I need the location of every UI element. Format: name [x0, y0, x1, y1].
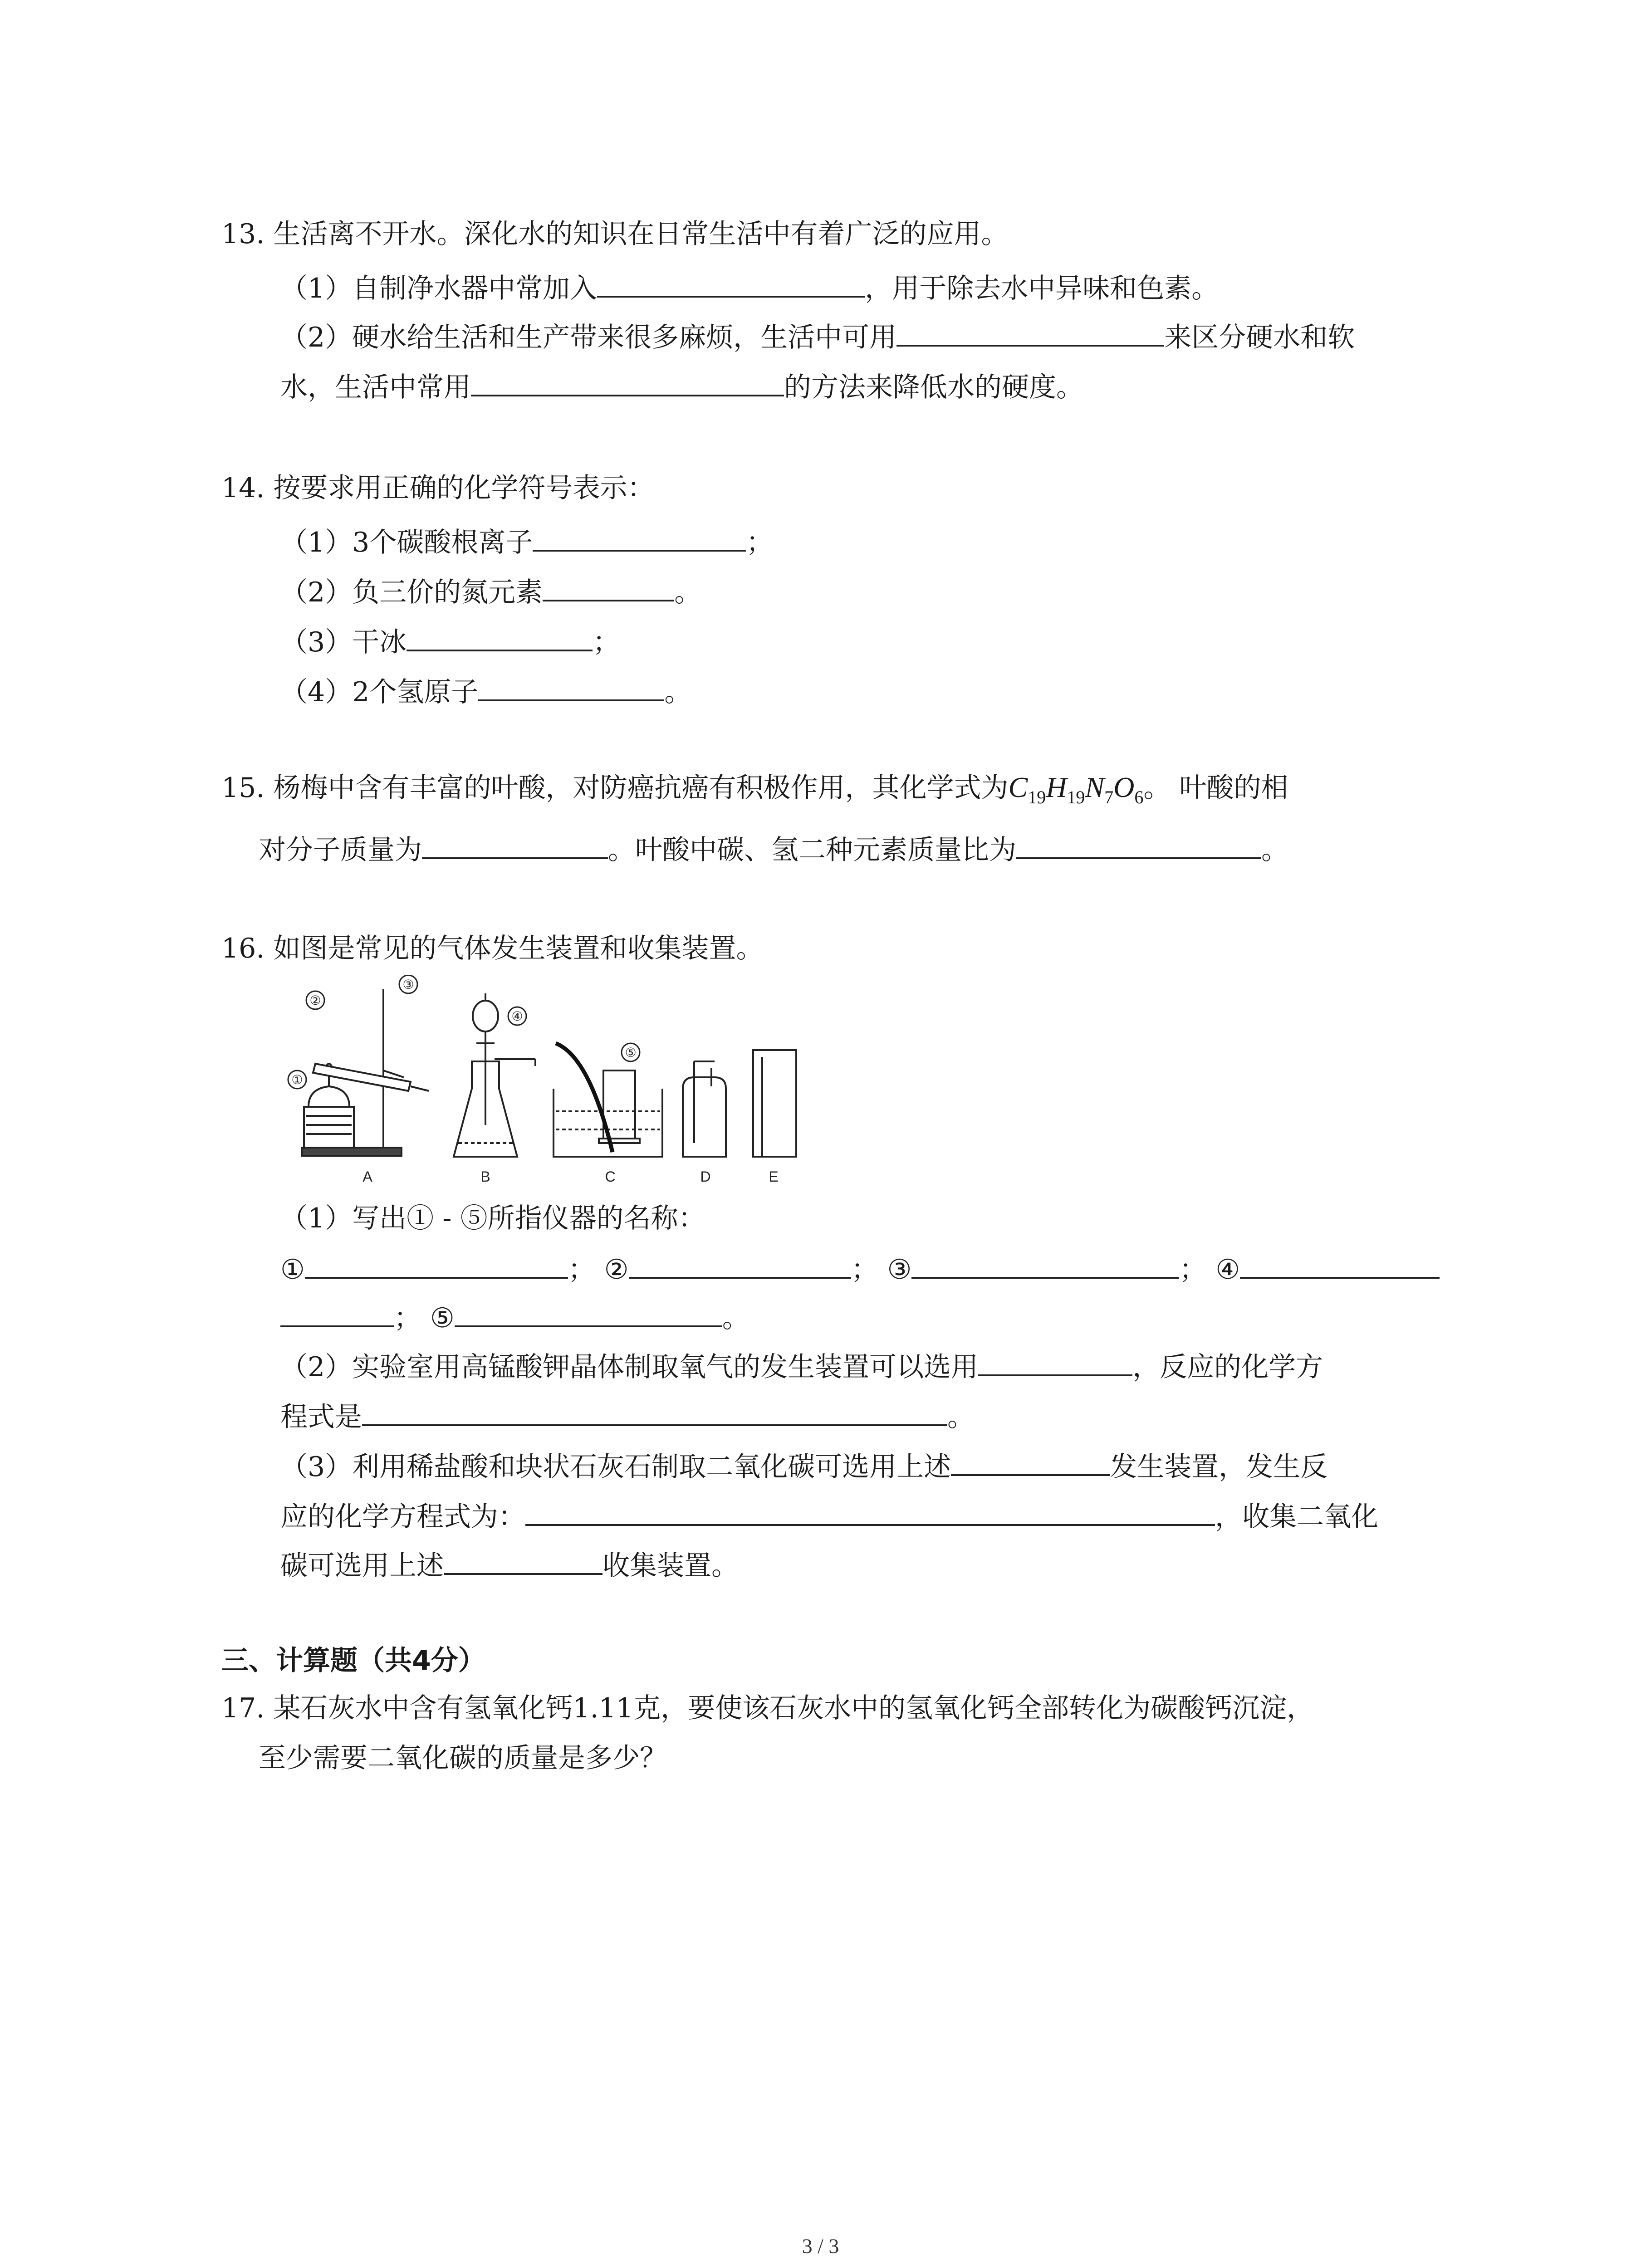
figure-marker-1: ① [291, 1073, 303, 1087]
apparatus-a [302, 989, 429, 1156]
q15-stem: 15. 杨梅中含有丰富的叶酸，对防癌抗癌有积极作用，其化学式为$C_{19}H_{19}N_7O_6$。 叶酸的相 [221, 771, 1288, 814]
q14-part3: （3）干冰 ； [280, 622, 620, 659]
q14-blank-1[interactable] [533, 523, 746, 552]
q15-blank-2[interactable] [1016, 830, 1261, 859]
q13-blank-3[interactable] [471, 367, 784, 396]
q13-part2-cont: 水，生活中常用 的方法来降低水的硬度。 [280, 367, 1083, 404]
q16-part2-cont: 程式是 。 [280, 1397, 975, 1433]
q13-blank-2[interactable] [896, 318, 1164, 347]
page-number: 3 / 3 [802, 2234, 839, 2258]
figure-marker-4: ④ [511, 1009, 523, 1023]
apparatus-e [753, 1050, 796, 1157]
q16-blank-2[interactable] [629, 1250, 851, 1279]
q16-blank-8[interactable] [951, 1447, 1110, 1476]
q16-part2: （2）实验室用高锰酸钾晶体制取氧气的发生装置可以选用 ，反应的化学方 [280, 1347, 1323, 1383]
q14-stem: 14. 按要求用正确的化学符号表示： [221, 472, 655, 504]
q16-part1: （1）写出① - ⑤所指仪器的名称： [280, 1202, 705, 1234]
q14-part4: （4）2个氢原子 。 [280, 672, 691, 709]
q16-part1-blanks-cont: ； ⑤ 。 [280, 1298, 749, 1334]
q14-blank-3[interactable] [407, 622, 593, 651]
q13-part2: （2）硬水给生活和生产带来很多麻烦，生活中可用 来区分硬水和软 [280, 318, 1355, 354]
apparatus-c [554, 1043, 662, 1157]
folic-acid-formula: $C_{19}H_{19}N_7O_6$ [1008, 771, 1144, 807]
q17-line1: 17. 某石灰水中含有氢氧化钙1.11克，要使该石灰水中的氢氧化钙全部转化为碳酸钙沉淀， [221, 1692, 1314, 1724]
q16-blank-5[interactable] [455, 1298, 722, 1327]
q15-line2: 对分子质量为 。叶酸中碳、氢二种元素质量比为 。 [259, 830, 1288, 866]
q14-part1: （1）3个碳酸根离子 ； [280, 523, 773, 559]
section-3-title: 三、计算题（共4分） [221, 1645, 485, 1677]
q16-blank-10[interactable] [444, 1546, 603, 1575]
q16-blank-4-cont[interactable] [280, 1298, 394, 1327]
apparatus-d [683, 1061, 726, 1157]
q16-blank-6[interactable] [978, 1347, 1132, 1376]
q16-part3: （3）利用稀盐酸和块状石灰石制取二氧化碳可选用上述 发生装置，发生反 [280, 1447, 1327, 1483]
q15-blank-1[interactable] [422, 830, 608, 859]
figure-marker-2: ② [309, 993, 321, 1007]
q16-blank-9[interactable] [525, 1497, 1215, 1526]
q16-blank-4[interactable] [1240, 1250, 1440, 1279]
figure-label-c: C [605, 1168, 616, 1185]
figure-marker-3: ③ [402, 978, 414, 992]
gas-apparatus-figure [272, 975, 826, 1188]
q16-part1-blanks: ① ； ② ； ③ ； ④ [280, 1250, 1440, 1286]
apparatus-b [454, 993, 535, 1157]
q13-part1: （1）自制净水器中常加入 ，用于除去水中异味和色素。 [280, 269, 1219, 305]
q14-blank-2[interactable] [543, 572, 674, 601]
q17-line2: 至少需要二氧化碳的质量是多少？ [259, 1742, 667, 1774]
q16-blank-7[interactable] [362, 1397, 947, 1426]
figure-label-b: B [480, 1168, 490, 1185]
q13-stem: 13. 生活离不开水。深化水的知识在日常生活中有着广泛的应用。 [221, 218, 1009, 250]
q16-part3-cont: 应的化学方程式为： ，收集二氧化 [280, 1497, 1378, 1533]
figure-label-a: A [362, 1168, 372, 1185]
q14-blank-4[interactable] [478, 672, 664, 701]
q16-stem: 16. 如图是常见的气体发生装置和收集装置。 [221, 933, 764, 964]
q16-blank-3[interactable] [911, 1250, 1179, 1279]
q16-part3-cont2: 碳可选用上述 收集装置。 [280, 1546, 739, 1582]
figure-marker-5: ⑤ [625, 1046, 637, 1060]
figure-label-d: D [700, 1168, 711, 1185]
q13-blank-1[interactable] [597, 269, 865, 298]
q14-part2: （2）负三价的氮元素 。 [280, 572, 701, 609]
figure-label-e: E [769, 1168, 779, 1185]
q16-blank-1[interactable] [305, 1250, 568, 1279]
